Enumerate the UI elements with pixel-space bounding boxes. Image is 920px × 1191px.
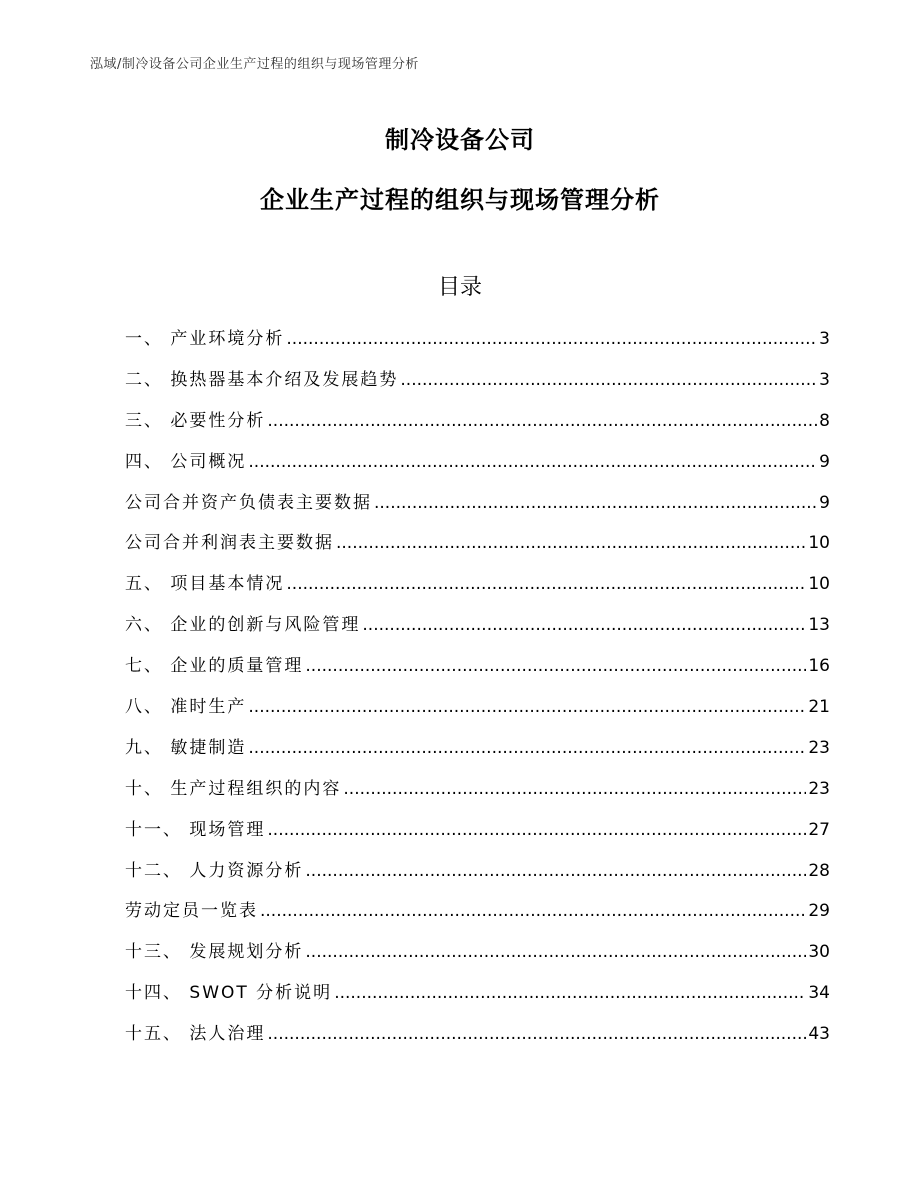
toc-entry[interactable] <box>125 856 830 897</box>
toc-entry-label: 劳动定员一览表 <box>125 901 258 922</box>
toc-leader-dots <box>248 697 806 717</box>
toc-entry-page: 28 <box>808 860 830 881</box>
toc-entry-page: 9 <box>819 492 830 513</box>
toc-leader-dots <box>248 738 806 758</box>
toc-entry-label: 六、 企业的创新与风险管理 <box>125 615 361 636</box>
table-of-contents <box>125 324 830 1060</box>
toc-entry-page: 34 <box>808 983 830 1004</box>
toc-leader-dots <box>267 1024 806 1044</box>
toc-entry[interactable] <box>125 324 830 365</box>
toc-entry-page: 13 <box>808 615 830 636</box>
toc-entry-page: 9 <box>819 451 830 472</box>
document-title-company: 制冷设备公司 <box>385 126 535 154</box>
toc-leader-dots <box>305 861 806 881</box>
toc-entry-page: 10 <box>808 574 830 595</box>
toc-entry-label: 十、 生产过程组织的内容 <box>125 778 342 799</box>
toc-leader-dots <box>334 983 806 1003</box>
toc-entry-label: 八、 准时生产 <box>125 697 247 718</box>
toc-entry-label: 十三、 发展规划分析 <box>125 942 304 963</box>
toc-entry[interactable] <box>125 937 830 978</box>
running-header: 泓域/制冷设备公司企业生产过程的组织与现场管理分析 <box>90 57 419 72</box>
toc-entry-page: 23 <box>808 778 830 799</box>
toc-leader-dots <box>305 656 806 676</box>
toc-entry[interactable] <box>125 651 830 692</box>
toc-entry-page: 3 <box>819 369 830 390</box>
toc-leader-dots <box>248 452 817 472</box>
toc-entry[interactable] <box>125 488 830 529</box>
toc-entry-label: 公司合并利润表主要数据 <box>125 533 334 554</box>
toc-entry-page: 43 <box>808 1024 830 1045</box>
toc-heading: 目录 <box>437 275 482 300</box>
toc-entry-label: 七、 企业的质量管理 <box>125 656 304 677</box>
toc-leader-dots <box>343 779 806 799</box>
toc-entry-label: 公司合并资产负债表主要数据 <box>125 492 372 513</box>
toc-entry[interactable] <box>125 733 830 774</box>
toc-leader-dots <box>362 615 806 635</box>
toc-leader-dots <box>374 493 817 513</box>
document-title-subject: 企业生产过程的组织与现场管理分析 <box>260 186 660 214</box>
toc-entry[interactable] <box>125 610 830 651</box>
toc-entry-label: 九、 敏捷制造 <box>125 737 247 758</box>
toc-entry-page: 10 <box>808 533 830 554</box>
toc-entry-label: 十五、 法人治理 <box>125 1024 266 1045</box>
toc-leader-dots <box>305 942 806 962</box>
toc-entry[interactable] <box>125 1019 830 1060</box>
toc-entry-label: 一、 产业环境分析 <box>125 329 285 349</box>
toc-entry-page: 8 <box>819 410 830 431</box>
toc-leader-dots <box>286 329 817 349</box>
toc-entry-page: 30 <box>808 942 830 963</box>
toc-entry[interactable] <box>125 365 830 406</box>
toc-entry-label: 三、 必要性分析 <box>125 410 266 431</box>
toc-entry[interactable] <box>125 815 830 856</box>
toc-leader-dots <box>267 820 806 840</box>
toc-entry[interactable] <box>125 692 830 733</box>
toc-entry-label: 十一、 现场管理 <box>125 819 266 840</box>
toc-entry[interactable] <box>125 528 830 569</box>
toc-entry[interactable] <box>125 978 830 1019</box>
toc-entry[interactable] <box>125 569 830 610</box>
toc-entry-page: 23 <box>808 737 830 758</box>
toc-entry[interactable] <box>125 447 830 488</box>
toc-entry-label: 十四、 SWOT 分析说明 <box>125 983 333 1004</box>
toc-entry-page: 16 <box>808 656 830 677</box>
toc-entry-label: 四、 公司概况 <box>125 451 247 472</box>
toc-leader-dots <box>260 901 806 921</box>
toc-leader-dots <box>336 533 806 553</box>
toc-entry-label: 二、 换热器基本介绍及发展趋势 <box>125 369 399 390</box>
toc-leader-dots <box>400 370 817 390</box>
toc-entry[interactable] <box>125 896 830 937</box>
toc-entry[interactable] <box>125 774 830 815</box>
toc-entry[interactable] <box>125 406 830 447</box>
toc-entry-page: 29 <box>808 901 830 922</box>
toc-entry-label: 十二、 人力资源分析 <box>125 860 304 881</box>
toc-leader-dots <box>267 411 817 431</box>
toc-entry-page: 21 <box>808 697 830 718</box>
toc-leader-dots <box>286 574 806 594</box>
toc-entry-page: 27 <box>808 819 830 840</box>
toc-entry-label: 五、 项目基本情况 <box>125 574 285 595</box>
toc-entry-page: 3 <box>819 329 830 349</box>
